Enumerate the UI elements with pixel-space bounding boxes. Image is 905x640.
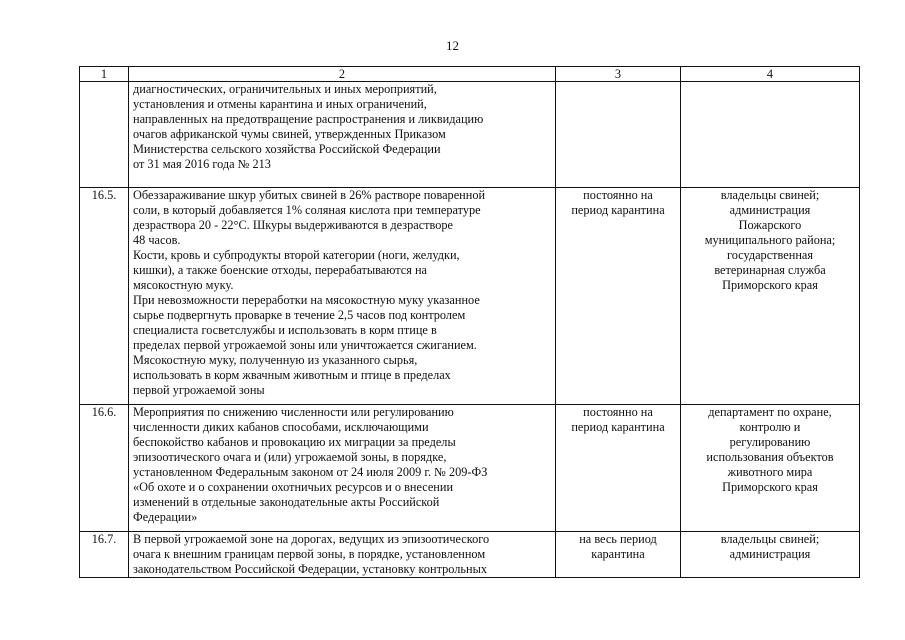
description-line: очага к внешним границам первой зоны, в порядке, установленном (133, 547, 486, 561)
description-line: от 31 мая 2016 года № 213 (133, 157, 271, 171)
responsible-line: Приморского края (722, 480, 818, 494)
item-responsible (681, 532, 860, 578)
table-row (80, 532, 860, 578)
item-responsible (681, 82, 860, 188)
description-line: использовать в корм жвачным животным и птице в пределах (133, 368, 451, 382)
description-line: направленных на предотвращение распространения и ликвидацию (133, 112, 484, 126)
responsible-line: ветеринарная служба (714, 263, 826, 277)
responsible-line: владельцы свиней; (720, 188, 820, 202)
responsible-line: Пожарского (738, 218, 802, 232)
description-line: «Об охоте и о сохранении охотничьих ресурсов и о внесении (133, 480, 454, 494)
responsible-line: животного мира (727, 465, 813, 479)
item-description (129, 188, 556, 405)
item-period (556, 82, 681, 188)
description-line: Кости, кровь и субпродукты второй категории (ноги, желудки, (133, 248, 460, 262)
responsible-line: Приморского края (722, 278, 818, 292)
description-line: Министерства сельского хозяйства Российской Федерации (133, 142, 441, 156)
item-description (129, 82, 556, 188)
description-line: численности диких кабанов способами, исключающими (133, 420, 429, 434)
period-line: постоянно на (583, 188, 653, 202)
period-line: период карантина (571, 203, 665, 217)
item-responsible (681, 188, 860, 405)
table-row (80, 82, 860, 188)
description-line: Мероприятия по снижению численности или регулированию (133, 405, 454, 419)
item-number: 16.5. (80, 188, 129, 405)
description-line: Мясокостную муку, полученную из указанного сырья, (133, 353, 418, 367)
description-line: мясокостную муку. (133, 278, 234, 292)
description-line: При невозможности переработки на мясокостную муку указанное (133, 293, 480, 307)
measures-table (79, 66, 860, 578)
responsible-line: владельцы свиней; (720, 532, 820, 546)
item-period (556, 405, 681, 532)
description-line: первой угрожаемой зоны (133, 383, 265, 397)
responsible-line: департамент по охране, (708, 405, 832, 419)
table-header-row (80, 67, 860, 82)
description-line: диагностических, ограничительных и иных мероприятий, (133, 82, 437, 96)
period-line: на весь период (579, 532, 657, 546)
period-line: период карантина (571, 420, 665, 434)
item-period (556, 532, 681, 578)
responsible-line: контролю и (739, 420, 801, 434)
responsible-line: регулированию (729, 435, 811, 449)
description-line: установления и отмены карантина и иных ограничений, (133, 97, 427, 111)
header-col-1: 1 (80, 67, 129, 82)
item-period (556, 188, 681, 405)
table-row (80, 405, 860, 532)
description-line: пределах первой угрожаемой зоны или уничтожается сжиганием. (133, 338, 477, 352)
item-description (129, 532, 556, 578)
responsible-line: муниципального района; (704, 233, 836, 247)
description-line: В первой угрожаемой зоне на дорогах, ведущих из эпизоотического (133, 532, 490, 546)
description-line: 48 часов. (133, 233, 181, 247)
responsible-line: государственная (726, 248, 814, 262)
responsible-line: администрация (729, 203, 811, 217)
description-line: Обеззараживание шкур убитых свиней в 26% растворе поваренной (133, 188, 486, 202)
description-line: кишки), а также боенские отходы, перерабатываются на (133, 263, 427, 277)
description-line: изменений в отдельные законодательные акты Российской (133, 495, 440, 509)
description-line: очагов африканской чумы свиней, утвержденных Приказом (133, 127, 446, 141)
header-col-2: 2 (129, 67, 556, 82)
item-description (129, 405, 556, 532)
item-number: 16.7. (80, 532, 129, 578)
description-line: законодательством Российской Федерации, установку контрольных (133, 562, 488, 576)
description-line: соли, в который добавляется 1% соляная кислота при температуре (133, 203, 481, 217)
page-number: 12 (446, 38, 459, 53)
description-line: Федерации» (133, 510, 198, 524)
responsible-line: администрация (729, 547, 811, 561)
header-col-4: 4 (681, 67, 860, 82)
item-number (80, 82, 129, 188)
description-line: установленном Федеральным законом от 24 июля 2009 г. № 209-ФЗ (133, 465, 488, 479)
header-col-3: 3 (556, 67, 681, 82)
description-line: эпизоотического очага и (или) угрожаемой зоны, в порядке, (133, 450, 447, 464)
period-line: карантина (591, 547, 645, 561)
description-line: сырье подвергнуть проварке в течение 2,5 часов под контролем (133, 308, 466, 322)
table-row (80, 188, 860, 405)
item-number: 16.6. (80, 405, 129, 532)
item-responsible (681, 405, 860, 532)
period-line: постоянно на (583, 405, 653, 419)
description-line: специалиста госветслужбы и использовать в корм птице в (133, 323, 437, 337)
description-line: беспокойство кабанов и провокацию их миграции за пределы (133, 435, 456, 449)
description-line: дезраствора 20 - 22°С. Шкуры выдерживаются в дезрастворе (133, 218, 454, 232)
responsible-line: использования объектов (706, 450, 834, 464)
